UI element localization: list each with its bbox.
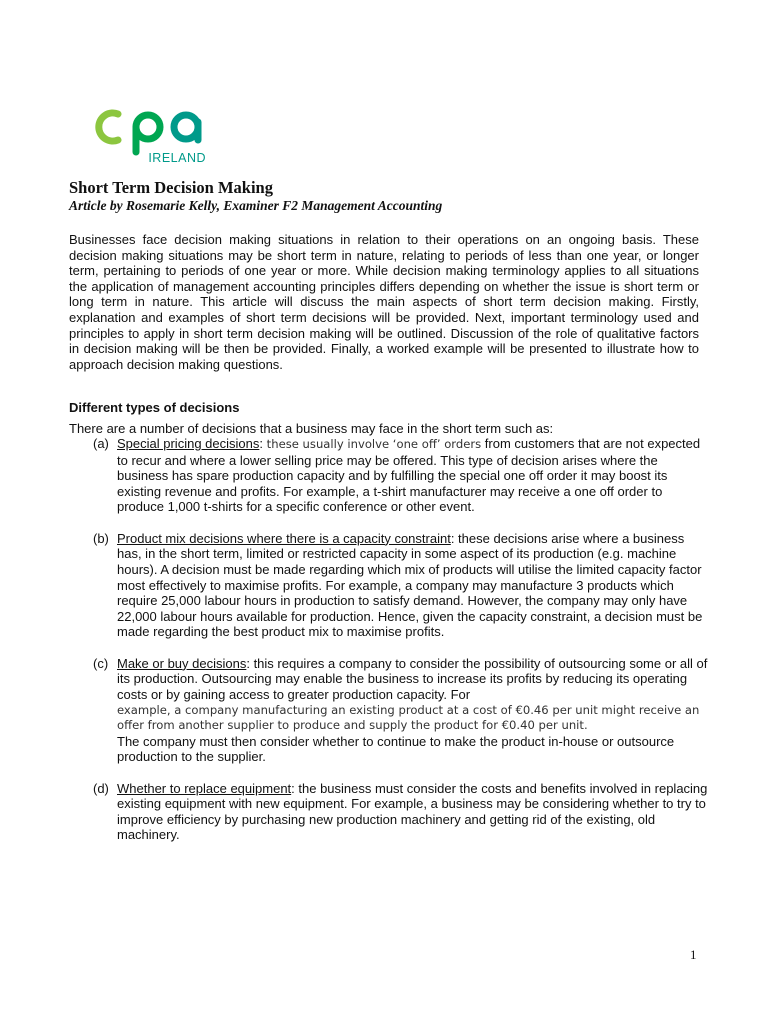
list-item-term: Whether to replace equipment [117,780,292,796]
list-marker: (b) [93,530,109,546]
list-item-text: from customers that are not expected to recur and where a lower selling price may be offered. This type of decision arises where the business has spare production capacity and by fulfilling the special one off order it may boost its existing revenue and profits. For example, a t-shirt manufacturer may receive a one off order to produce 1,000 t-shirts for a specific conference or other event. [117,436,701,515]
list-item-text: : these decisions arise where a business has, in the short term, limited or restricted capacity in some aspect of its production (e.g. machine hours). A decision must be made regarding which mix of products will utilise the limited capacity factor most effectively to maximise profits. For example, a company may manufacture 3 products which require 25,000 labour hours in production to satisfy demand. However, the company may only have 22,000 labour hours available for production. Hence, given the capacity constraint, a decision must be made regarding the best product mix to maximise profits. [117,530,703,640]
list-item-alt-text: example, a company manufacturing an existing product at a cost of €0.46 per unit might receive an offer from another supplier to produce and supply the product for €0.40 per unit. [117,702,700,733]
decision-types-list [69,436,709,843]
list-item-alt-text: these usually involve ‘one off’ orders [262,437,482,451]
list-item-term: Make or buy decisions [117,655,247,671]
list-item-text: : this requires a company to consider the possibility of outsourcing some or all of its production. Outsourcing may enable the business to increase its profits by reducing its operating costs or by gaining access to greater production capacity. For [117,655,708,702]
list-item-punct: : [259,436,263,451]
section-heading: Different types of decisions [69,400,240,415]
list-item-term: Product mix decisions where there is a capacity constraint [117,530,451,546]
list-item-make-or-buy [69,656,709,765]
list-item-term: Special pricing decisions [117,436,260,451]
cpa-logo-icon [90,100,225,168]
article-title: Short Term Decision Making [69,178,273,197]
list-item-special-pricing [69,436,709,515]
page-number: 1 [690,947,697,962]
logo-country-text: IRELAND [148,151,206,165]
list-item-text: : the business must consider the costs and benefits involved in replacing existing equipment with new equipment. For example, a business may be considering whether to try to improve efficiency by purchasing new production machinery and getting rid of the existing, old machinery. [117,780,708,843]
cpa-ireland-logo [90,100,225,168]
list-item-product-mix [69,531,709,640]
list-marker: (a) [93,436,109,451]
intro-paragraph: Businesses face decision making situations in relation to their operations on an ongoing basis. These decision making situations may be short term in nature, relating to periods of less than one year, or longer term, pertaining to periods of one year or more. While decision making terminology applies to all situations the application of management accounting principles differs depending on whether the issue is short term or long term in nature. This article will discuss the main aspects of short term decision making. Firstly, explanation and examples of short term decisions will be provided. Next, important terminology used and principles to apply in short term decision making will be outlined. Discussion of the role of qualitative factors in decision making will be then be provided. Finally, a worked example will be presented to illustrate how to approach decision making questions. [69,232,699,372]
section-intro: There are a number of decisions that a business may face in the short term such as: [69,421,554,436]
list-item-tail: The company must then consider whether to continue to make the product in-house or outsource production to the supplier. [117,733,675,765]
list-marker: (c) [93,655,109,671]
list-item-replace-equipment [69,781,709,843]
list-marker: (d) [93,780,109,796]
article-byline: Article by Rosemarie Kelly, Examiner F2 Management Accounting [69,198,443,213]
